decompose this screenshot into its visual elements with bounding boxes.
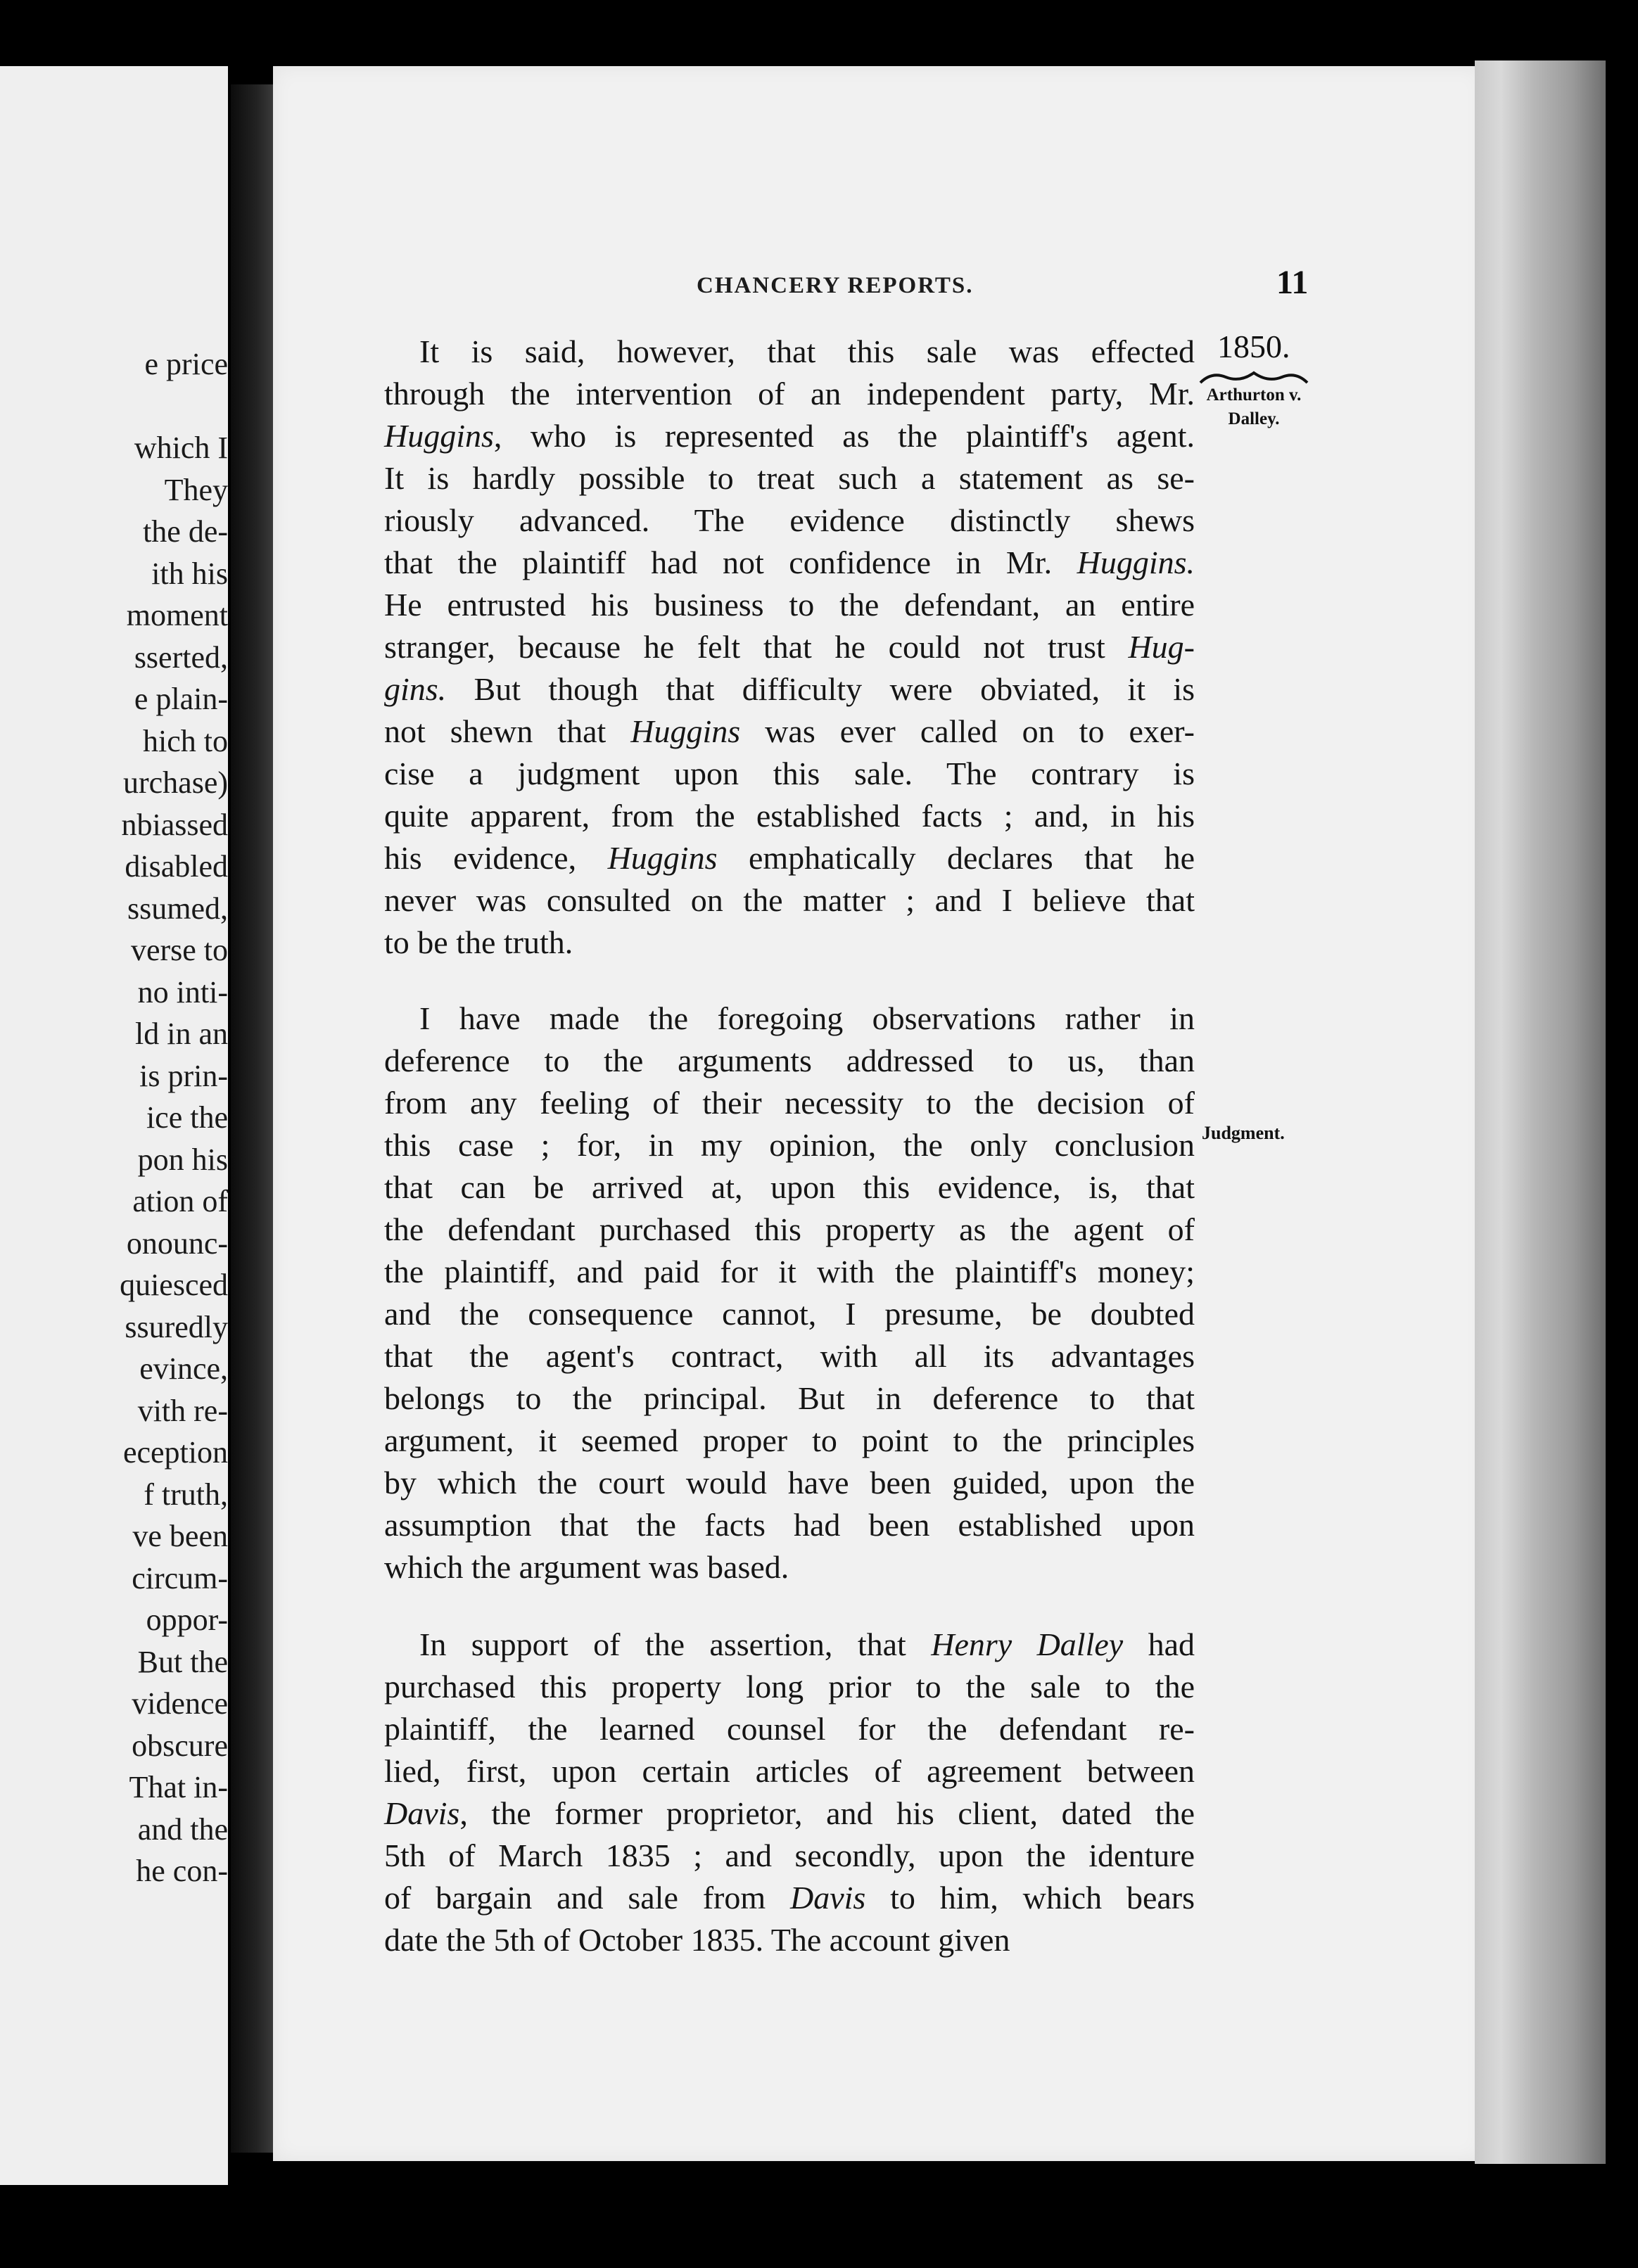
text-line (384, 1750, 1195, 1792)
paragraph-3 (384, 1624, 1195, 1961)
text-run: cise a judgment upon this sale. The contrary is (384, 756, 1195, 791)
text-line (384, 1377, 1195, 1420)
text-line (384, 837, 1195, 879)
left-page-line: ssumed, (127, 891, 228, 926)
text-line (384, 1666, 1195, 1708)
text-run: his evidence, (384, 840, 608, 876)
text-line (384, 626, 1195, 668)
text-line (384, 1835, 1195, 1877)
text-line (384, 1209, 1195, 1251)
left-page-line: disabled (125, 849, 228, 884)
text-run: the defendant purchased this property as the agent of (384, 1211, 1195, 1247)
text-line (384, 1792, 1195, 1835)
text-run: , the former proprietor, and his client, dated the (459, 1795, 1195, 1831)
text-run: was ever called on to exer- (740, 713, 1195, 749)
left-page-line: f truth, (144, 1477, 228, 1512)
text-line (384, 542, 1195, 584)
text-run: Davis (789, 1880, 866, 1916)
text-run: deference to the arguments addressed to us, than (384, 1043, 1195, 1078)
text-run: Hug- (1128, 629, 1195, 665)
text-line (384, 584, 1195, 626)
text-line (384, 1293, 1195, 1335)
margin-brace-icon (1198, 369, 1310, 386)
text-run: Huggins (607, 840, 718, 876)
text-line (384, 1504, 1195, 1546)
text-run: He entrusted his business to the defendant, an entire (384, 587, 1195, 623)
text-run: from any feeling of their necessity to the decision of (384, 1085, 1195, 1121)
left-page-line: nbiassed (121, 807, 228, 842)
text-run: that can be arrived at, upon this evidence, is, that (384, 1169, 1195, 1205)
left-page-fragment (0, 66, 228, 2185)
text-line (384, 1040, 1195, 1082)
left-page-line: ice the (146, 1100, 228, 1135)
text-run: of bargain and sale from (384, 1880, 790, 1916)
left-page-line: ssuredly (125, 1309, 228, 1344)
left-page-line: the de- (143, 514, 228, 549)
left-page-line: eception (122, 1435, 228, 1470)
text-line (384, 1708, 1195, 1750)
text-line (384, 1082, 1195, 1124)
text-line (384, 753, 1195, 795)
text-run: assumption that the facts had been established upon (384, 1507, 1195, 1543)
text-run: , who is represented as the plaintiff's agent. (493, 418, 1195, 454)
text-run: In support of the assertion, that (419, 1626, 932, 1662)
text-run: argument, it seemed proper to point to the principles (384, 1422, 1195, 1458)
text-line (384, 1919, 1195, 1961)
text-run: It is hardly possible to treat such a statement as se- (384, 460, 1195, 496)
text-run: which the argument was based. (384, 1549, 789, 1585)
left-page-line: ld in an (135, 1017, 228, 1051)
left-page-line: vith re- (137, 1393, 228, 1428)
left-page-line: urchase) (122, 765, 228, 800)
left-page-line: obscure (132, 1728, 228, 1763)
text-run: gins. (384, 671, 447, 707)
text-line (384, 795, 1195, 837)
text-run: had (1123, 1626, 1195, 1662)
left-page-line: quiesced (120, 1268, 228, 1302)
text-run: lied, first, upon certain articles of agreement between (384, 1753, 1195, 1789)
paragraph-1 (384, 331, 1195, 964)
text-line (384, 1124, 1195, 1166)
text-run: this case ; for, in my opinion, the only conclusion (384, 1127, 1195, 1163)
left-page-line: he con- (136, 1854, 228, 1888)
left-page-line: vidence (132, 1686, 228, 1721)
text-run: belongs to the principal. But in deference to that (384, 1380, 1195, 1416)
text-run: that the agent's contract, with all its advantages (384, 1338, 1195, 1374)
left-page-line: no inti- (137, 974, 228, 1009)
left-page-line: evince, (139, 1351, 228, 1386)
running-head: CHANCERY REPORTS. (697, 273, 974, 298)
page-number: 11 (1276, 264, 1309, 301)
text-run: It is said, (419, 333, 617, 369)
margin-year: 1850. (1217, 329, 1290, 364)
left-page-line: ation of (132, 1184, 228, 1218)
text-line (384, 711, 1195, 753)
text-line (384, 922, 1195, 964)
text-run: , that this sale was effected (727, 333, 1195, 369)
text-run: But though that difficulty were obviated, it is (446, 671, 1195, 707)
left-page-line: onounc- (126, 1225, 228, 1261)
text-run: quite apparent, from the established facts ; and, in his (384, 798, 1195, 834)
left-page-line: hich to (143, 723, 228, 758)
text-run: purchased this property long prior to the sale to the (384, 1669, 1195, 1705)
text-line (384, 1420, 1195, 1462)
book-gutter-shadow (231, 84, 273, 2153)
left-page-line: sserted, (134, 639, 228, 675)
text-run: through the intervention of an independent party, Mr. (384, 376, 1195, 412)
text-run: the plaintiff, and paid for it with the plaintiff's money; (384, 1254, 1195, 1289)
text-run: riously advanced. The evidence distinctly shews (384, 502, 1195, 538)
text-run: emphatically declares that he (717, 840, 1195, 876)
text-run: and the consequence cannot, I presume, be doubted (384, 1296, 1195, 1332)
text-line (384, 1624, 1195, 1666)
text-run: plaintiff, the learned counsel for the defendant re- (384, 1711, 1195, 1747)
text-run: that the plaintiff had not confidence in Mr. (384, 544, 1077, 580)
left-page-line: ith his (151, 556, 228, 591)
text-line (384, 1335, 1195, 1377)
text-run: I have made the foregoing observations rather in (419, 1000, 1195, 1036)
text-run: to him, which bears (865, 1880, 1195, 1916)
left-page-line: But the (137, 1644, 228, 1679)
text-run: never was consulted on the matter ; and I believe that (384, 882, 1195, 918)
left-page-line: which I (134, 431, 228, 465)
left-page-line: e plain- (134, 682, 228, 716)
text-run: however (616, 333, 728, 369)
page-edges (1475, 60, 1606, 2164)
text-line (384, 457, 1195, 499)
text-run: stranger, because he felt that he could not trust (384, 629, 1129, 665)
left-page-line: moment (126, 598, 228, 632)
text-run: not shewn that (384, 713, 631, 749)
left-page-line: pon his (137, 1142, 228, 1177)
text-run: Huggins (630, 713, 741, 749)
text-line (384, 331, 1195, 373)
text-line (384, 1166, 1195, 1209)
text-run: Davis (384, 1795, 460, 1831)
text-run: date the 5th of October 1835. The account given (384, 1922, 1010, 1958)
text-run: by which the court would have been guided, upon the (384, 1465, 1195, 1501)
text-line (384, 415, 1195, 457)
left-page-line: ve been (132, 1519, 228, 1553)
left-page-line: is prin- (139, 1058, 228, 1093)
text-line (384, 668, 1195, 711)
margin-case-name-cont: Dalley. (1228, 409, 1280, 428)
text-run: to be the truth. (384, 924, 573, 960)
left-page-line: and the (137, 1811, 228, 1847)
text-run: 5th of March 1835 ; and secondly, upon the identure (384, 1837, 1195, 1873)
left-page-line: oppor- (146, 1603, 228, 1637)
text-line (384, 998, 1195, 1040)
text-run: Henry Dalley (931, 1626, 1124, 1662)
text-line (384, 1462, 1195, 1504)
text-line (384, 373, 1195, 415)
left-page-line: That in- (129, 1770, 228, 1804)
paragraph-2 (384, 998, 1195, 1588)
left-page-line: e price (144, 347, 228, 381)
left-page-line: They (164, 472, 228, 507)
text-line (384, 879, 1195, 922)
left-page-line: circum- (132, 1560, 228, 1595)
margin-judgment-note: Judgment. (1202, 1123, 1285, 1143)
text-run: Huggins. (1077, 544, 1195, 580)
text-line (384, 1251, 1195, 1293)
margin-case-name: Arthurton v. (1206, 386, 1302, 404)
text-line (384, 1877, 1195, 1919)
left-page-line: verse to (130, 933, 228, 967)
text-line (384, 499, 1195, 542)
text-line (384, 1546, 1195, 1588)
text-run: Huggins (384, 418, 494, 454)
